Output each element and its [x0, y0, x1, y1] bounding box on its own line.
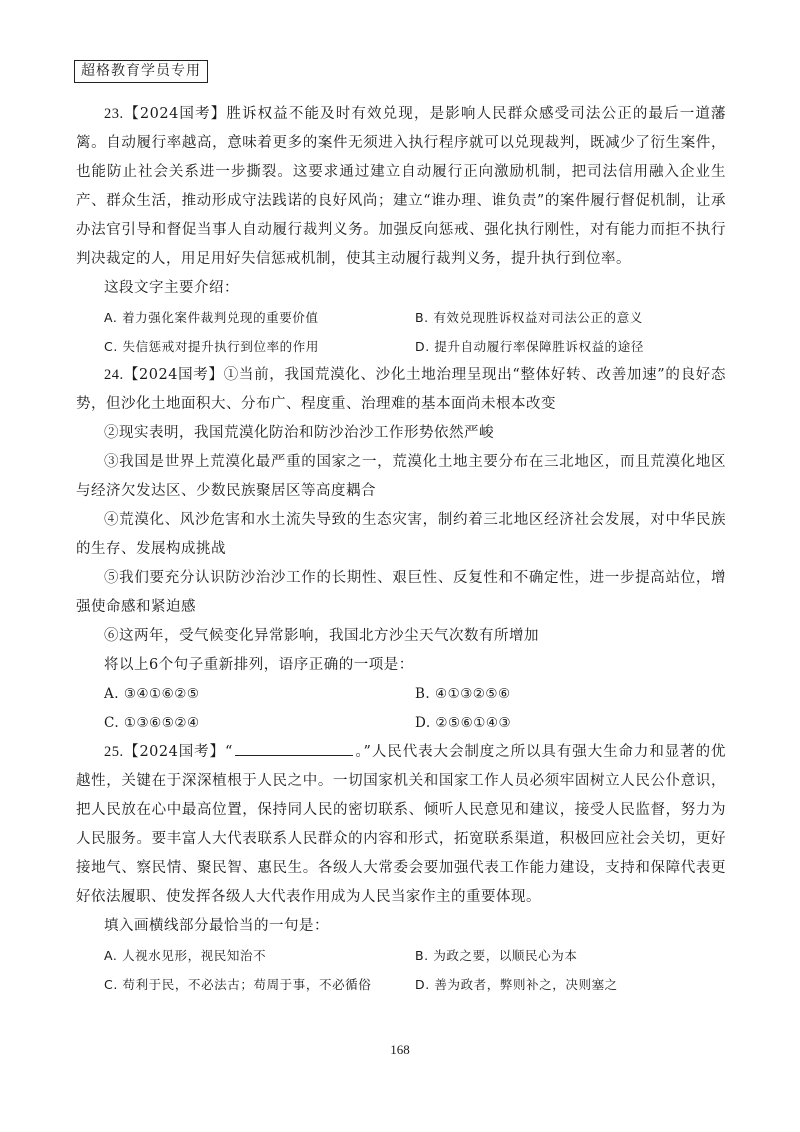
q24-sentence-3: ③我国是世界上荒漠化最严重的国家之一，荒漠化土地主要分布在三北地区，而且荒漠化地区与经济欠发达区、少数民族聚居区等高度耦合 [76, 454, 726, 499]
q24-option-b[interactable]: B. ④①③②⑤⑥ [415, 686, 511, 702]
q23-option-b[interactable]: B. 有效兑现胜诉权益对司法公正的意义 [415, 310, 643, 325]
q24-sentence-1: ①当前，我国荒漠化、沙化土地治理呈现出“整体好转、改善加速”的良好态势，但沙化土地面积大、分布广、程度重、治理难的基本面尚未根本改变 [76, 367, 726, 412]
q25-option-c[interactable]: C. 苟利于民，不必法古；苟周于事，不必循俗 [104, 977, 372, 992]
page-content [76, 100, 726, 999]
q24-sentence-4: ④荒漠化、风沙危害和水土流失导致的生态灾害，制约着三北地区经济社会发展，对中华民族的生存、发展构成挑战 [76, 512, 726, 557]
q23-option-a[interactable]: A. 着力强化案件裁判兑现的重要价值 [104, 310, 319, 325]
q23-passage: 胜诉权益不能及时有效兑现，是影响人民群众感受司法公正的最后一道藩篱。自动履行率越高，意味着更多的案件无须进入执行程序就可以兑现裁判，既减少了衍生案件，也能防止社会关系进一步撕裂。这要求通过建立自动履行正向激励机制，把司法信用融入企业生产、群众生活，推动形成守法践诺的良好风尚；建立“谁办理、谁负责”的案件履行督促机制，让承办法官引导和督促当事人自动履行裁判义务。加强反向惩戒、强化执行刚性，对有能力而拒不执行判决裁定的人，用足用好失信惩戒机制，使其主动履行裁判义务，提升执行到位率。 [76, 106, 727, 267]
q25-quote-open: “ [225, 744, 233, 760]
q25-tag: 【2024国考】 [123, 744, 226, 760]
q25-option-d[interactable]: D. 善为政者，弊则补之，决则塞之 [415, 977, 618, 992]
q24-number: 24. [104, 367, 124, 383]
q23-stem [76, 100, 726, 274]
q23-option-c[interactable]: C. 失信惩戒对提升执行到位率的作用 [104, 339, 319, 354]
q24-option-a[interactable]: A. ③④①⑥②⑤ [104, 686, 200, 702]
q25-option-a[interactable]: A. 人视水见形，视民知治不 [104, 948, 267, 963]
q24-question: 将以上6个句子重新排列，语序正确的一项是： [104, 657, 414, 673]
q25-quote-close: 。” [354, 744, 372, 760]
q25-passage: 人民代表大会制度之所以具有强大生命力和显著的优越性，关键在于深深植根于人民之中。一切国家机关和国家工作人员必须牢固树立人民公仆意识，把人民放在心中最高位置，保持同人民的密切联系、倾听人民意见和建议，接受人民监督，努力为人民服务。要丰富人大代表联系人民群众的内容和形式，拓宽联系渠道，积极回应社会关切，更好接地气、察民情、聚民智、惠民生。各级人大常委会要加强代表工作能力建设，支持和保障代表更好依法履职、使发挥各级人大代表作用成为人民当家作主的重要体现。 [76, 744, 727, 905]
q24-option-d[interactable]: D. ②⑤⑥①④③ [415, 715, 512, 731]
q23-tag: 【2024国考】 [123, 106, 227, 122]
q23-options [104, 303, 726, 361]
page-number: 168 [390, 1042, 410, 1057]
q24-sentence-5: ⑤我们要充分认识防沙治沙工作的长期性、艰巨性、反复性和不确定性，进一步提高站位，增强使命感和紧迫感 [76, 570, 726, 615]
q25-option-b[interactable]: B. 为政之要，以顺民心为本 [415, 948, 578, 963]
q24-sentence-6: ⑥这两年，受气候变化异常影响，我国北方沙尘天气次数有所增加 [104, 628, 539, 644]
q23-question: 这段文字主要介绍： [104, 280, 239, 296]
watermark-label: 超格教育学员专用 [74, 60, 208, 83]
q24-option-c[interactable]: C. ①③⑥⑤②④ [104, 715, 200, 731]
q23-option-d[interactable]: D. 提升自动履行率保障胜诉权益的途径 [415, 339, 644, 354]
q25-number: 25. [104, 744, 124, 760]
q25-options [104, 941, 726, 999]
q24-stem [76, 361, 726, 419]
q25-stem [76, 738, 726, 912]
q25-question: 填入画横线部分最恰当的一句是： [104, 918, 329, 934]
q24-sentence-2: ②现实表明，我国荒漠化防治和防沙治沙工作形势依然严峻 [104, 425, 494, 441]
q23-number: 23. [104, 106, 124, 122]
q24-tag: 【2024国考】 [123, 367, 224, 383]
q25-fill-blank [235, 741, 353, 756]
q24-options [104, 680, 726, 738]
